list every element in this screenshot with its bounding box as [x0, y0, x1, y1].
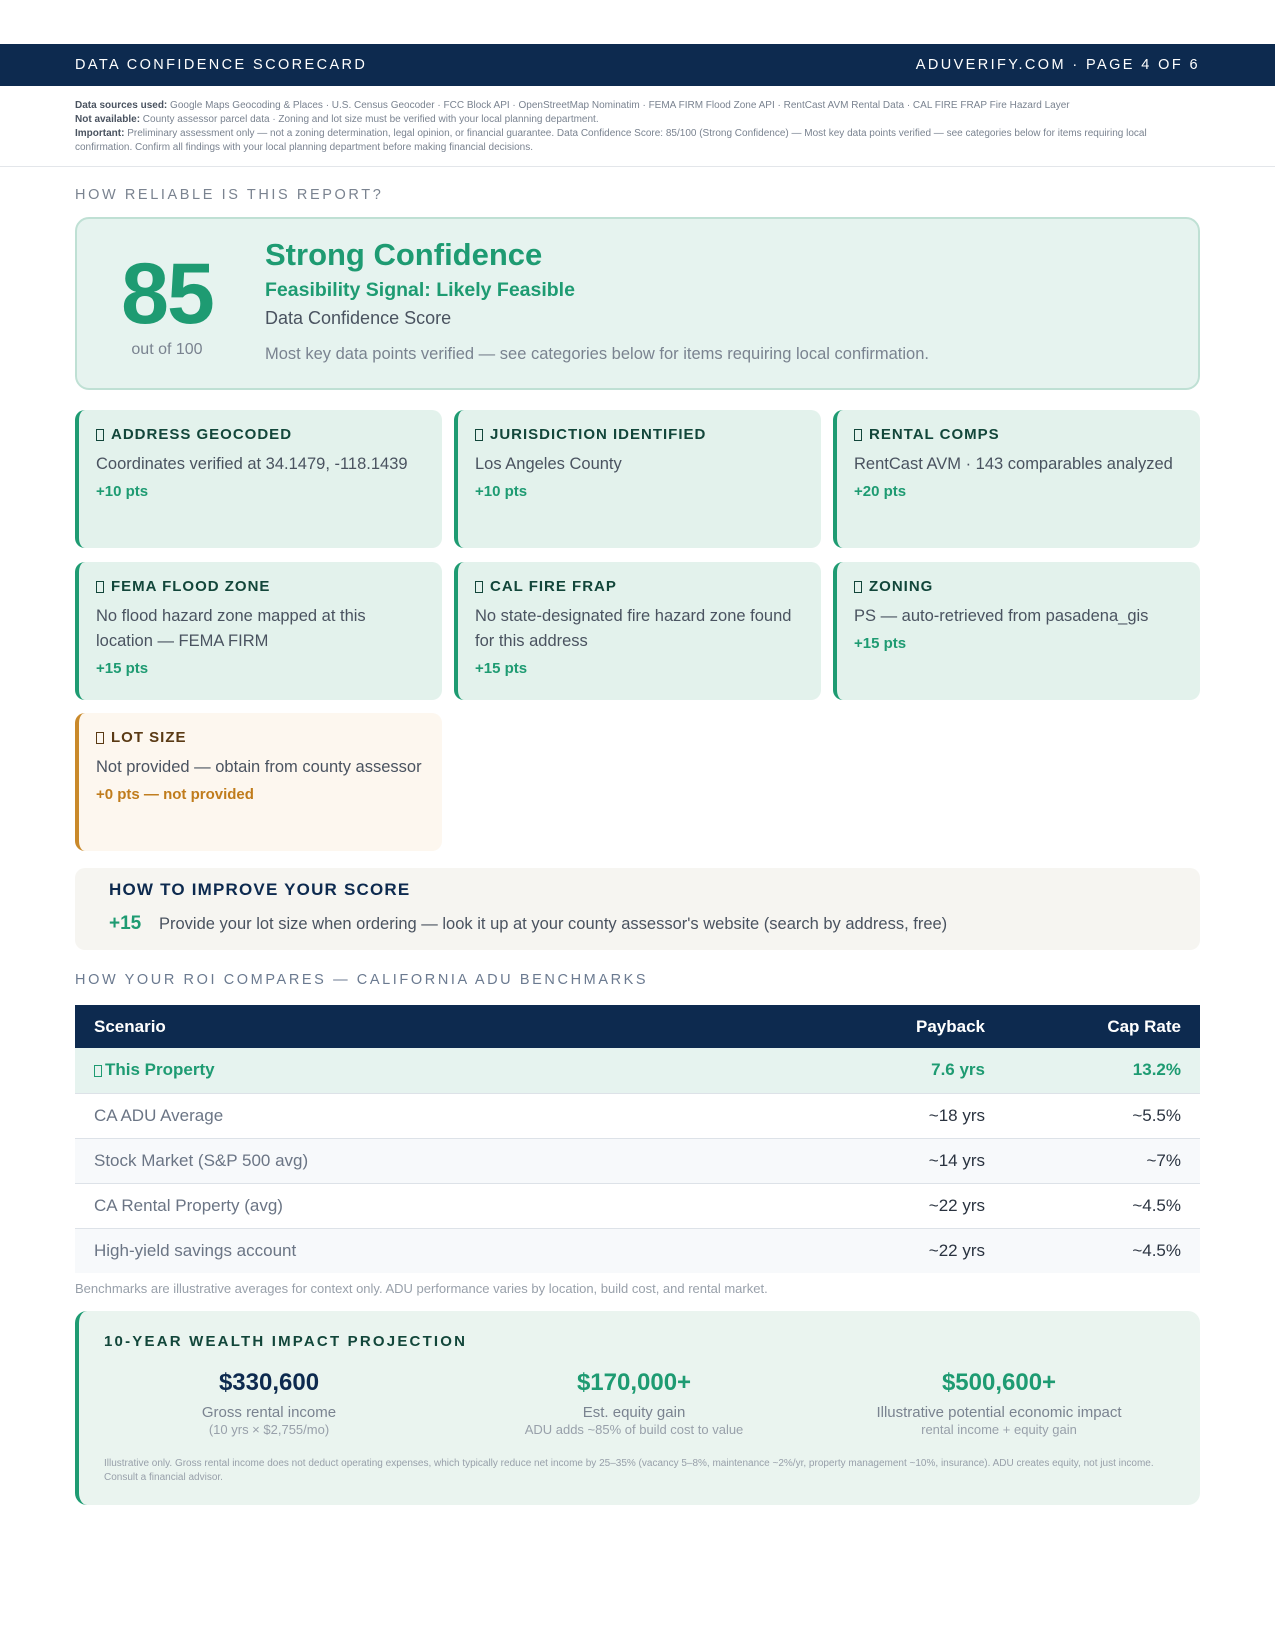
table-row	[75, 1183, 1200, 1228]
table-row-this-property	[75, 1048, 1200, 1093]
scenario-cell: Stock Market (S&P 500 avg)	[75, 1138, 635, 1183]
sources-used-label: Data sources used:	[75, 100, 168, 111]
card-address-geocoded	[75, 410, 442, 548]
column-header-scenario: Scenario	[75, 1005, 635, 1048]
column-header-payback: Payback	[635, 1005, 995, 1048]
confidence-level-title: Strong Confidence	[265, 237, 543, 272]
important-text: Preliminary assessment only — not a zoning determination, legal opinion, or financial guarantee. Data Confidence Score: 85/100 (Strong Confidence) — Most key data points verified — see categories below for items requiring local confirmation. Confirm all findings with your local planning department before making financial decisions.	[75, 128, 1147, 153]
check-icon	[96, 429, 104, 441]
stat-economic-impact	[829, 1369, 1169, 1437]
not-available-label: Not available:	[75, 114, 141, 125]
header-page-info: ADUVERIFY.COM · PAGE 4 OF 6	[915, 57, 1200, 73]
card-title: ZONING	[869, 578, 934, 595]
card-points: +0 pts — not provided	[96, 786, 254, 803]
column-header-cap-rate: Cap Rate	[995, 1005, 1200, 1048]
stat-label: Gross rental income	[201, 1404, 337, 1421]
header-title: DATA CONFIDENCE SCORECARD	[75, 57, 368, 73]
sources-used-text: Google Maps Geocoding & Places · U.S. Census Geocoder · FCC Block API · OpenStreetMap Nominatim · FEMA FIRM Flood Zone API · RentCast AVM Rental Data · CAL FIRE FRAP Fire Hazard Layer	[167, 100, 1070, 111]
card-points: +20 pts	[854, 483, 907, 500]
card-body: RentCast AVM · 143 comparables analyzed	[854, 455, 1173, 473]
card-title: CAL FIRE FRAP	[490, 578, 617, 595]
card-body: No state-designated fire hazard zone found for this address	[475, 607, 792, 650]
cap-rate-cell: ~5.5%	[995, 1093, 1200, 1138]
not-available-text: County assessor parcel data · Zoning and lot size must be verified with your local planning department.	[140, 114, 599, 125]
stat-sublabel: ADU adds ~85% of build cost to value	[524, 1422, 744, 1437]
scenario-cell	[75, 1048, 635, 1093]
improve-score-box	[75, 868, 1200, 950]
stat-value: $330,600	[218, 1369, 320, 1396]
table-header-row	[75, 1005, 1200, 1048]
card-body: Not provided — obtain from county assessor	[96, 758, 422, 776]
improve-tip: Provide your lot size when ordering — look it up at your county assessor's website (search by address, free)	[159, 915, 948, 933]
check-icon	[475, 429, 483, 441]
card-rental-comps	[833, 410, 1200, 548]
scenario-cell: High-yield savings account	[75, 1228, 635, 1273]
payback-cell: ~22 yrs	[635, 1183, 995, 1228]
card-points: +15 pts	[475, 660, 528, 677]
card-fema-flood-zone	[75, 562, 442, 700]
card-points: +10 pts	[96, 483, 149, 500]
roi-section-label: HOW YOUR ROI COMPARES — CALIFORNIA ADU BENCHMARKS	[75, 972, 649, 988]
stat-value: $170,000+	[576, 1369, 692, 1396]
table-row	[75, 1228, 1200, 1273]
stat-label: Illustrative potential economic impact	[876, 1404, 1122, 1421]
scenario-cell: CA ADU Average	[75, 1093, 635, 1138]
payback-cell: ~14 yrs	[635, 1138, 995, 1183]
score-subtitle: Data Confidence Score	[265, 308, 452, 328]
divider	[0, 166, 1275, 167]
card-title: JURISDICTION IDENTIFIED	[490, 426, 707, 443]
cap-rate-cell: ~4.5%	[995, 1183, 1200, 1228]
important-label: Important:	[75, 128, 125, 139]
payback-cell: ~22 yrs	[635, 1228, 995, 1273]
payback-cell: ~18 yrs	[635, 1093, 995, 1138]
check-icon	[475, 581, 483, 593]
card-body: Coordinates verified at 34.1479, -118.1439	[96, 455, 408, 473]
check-icon	[96, 581, 104, 593]
stat-gross-rental-income	[99, 1369, 439, 1437]
card-points: +15 pts	[96, 660, 149, 677]
check-icon	[854, 429, 862, 441]
table-row	[75, 1138, 1200, 1183]
benchmark-note: Benchmarks are illustrative averages for context only. ADU performance varies by location, build cost, and rental market.	[75, 1281, 768, 1296]
wealth-disclaimer: Illustrative only. Gross rental income does not deduct operating expenses, which typically reduce net income by 25–35% (vacancy 5–8%, maintenance ~2%/yr, property management ~10%, insurance). ADU creates equity, not just income. Consult a financial advisor.	[104, 1458, 1154, 1483]
stat-sublabel: rental income + equity gain	[921, 1422, 1077, 1437]
card-zoning	[833, 562, 1200, 700]
card-points: +10 pts	[475, 483, 528, 500]
feasibility-signal: Feasibility Signal: Likely Feasible	[265, 279, 575, 301]
stat-value: $500,600+	[941, 1369, 1057, 1396]
star-icon	[94, 1065, 102, 1077]
improve-score-title: HOW TO IMPROVE YOUR SCORE	[109, 880, 411, 899]
card-lot-size	[75, 713, 442, 851]
score-description: Most key data points verified — see categories below for items requiring local confirmation.	[265, 345, 929, 363]
wealth-projection-title: 10-YEAR WEALTH IMPACT PROJECTION	[104, 1333, 468, 1350]
stat-label: Est. equity gain	[582, 1404, 686, 1421]
payback-cell: 7.6 yrs	[635, 1048, 995, 1093]
check-icon	[854, 581, 862, 593]
reliability-section-label: HOW RELIABLE IS THIS REPORT?	[75, 187, 384, 203]
score-out-of: out of 100	[131, 341, 203, 358]
card-jurisdiction-identified	[454, 410, 821, 548]
card-title: LOT SIZE	[111, 729, 187, 746]
cap-rate-cell: ~4.5%	[995, 1228, 1200, 1273]
cap-rate-cell: 13.2%	[995, 1048, 1200, 1093]
roi-benchmark-table	[75, 1005, 1200, 1273]
table-row	[75, 1093, 1200, 1138]
confidence-score-value: 85	[121, 246, 213, 342]
warning-icon	[96, 732, 104, 744]
card-cal-fire-frap	[454, 562, 821, 700]
card-title: FEMA FLOOD ZONE	[111, 578, 271, 595]
header-bar	[0, 44, 1275, 86]
scenario-name: This Property	[105, 1060, 215, 1080]
improve-points: +15	[109, 913, 142, 934]
card-title: ADDRESS GEOCODED	[111, 426, 293, 443]
card-body: Los Angeles County	[475, 455, 622, 473]
data-sources-notice	[75, 99, 1200, 155]
card-body: No flood hazard zone mapped at this location — FEMA FIRM	[96, 607, 366, 650]
stat-equity-gain	[464, 1369, 804, 1437]
card-points: +15 pts	[854, 635, 907, 652]
stat-sublabel: (10 yrs × $2,755/mo)	[208, 1422, 330, 1437]
scenario-cell: CA Rental Property (avg)	[75, 1183, 635, 1228]
wealth-projection-box	[75, 1311, 1200, 1505]
card-title: RENTAL COMPS	[869, 426, 1000, 443]
cap-rate-cell: ~7%	[995, 1138, 1200, 1183]
card-body: PS — auto-retrieved from pasadena_gis	[854, 607, 1149, 625]
confidence-score-box	[75, 217, 1200, 390]
